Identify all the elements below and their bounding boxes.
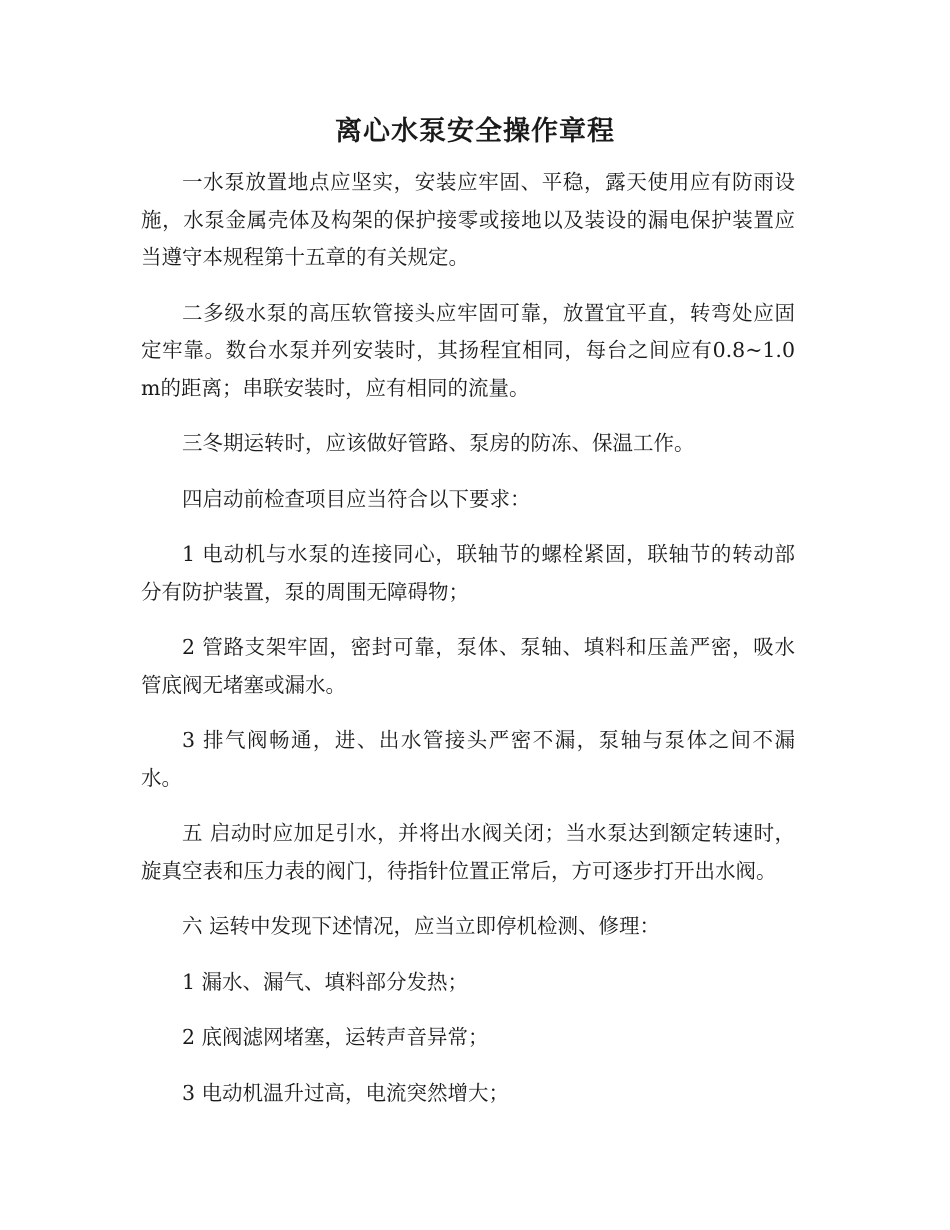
paragraph-8: 五 启动时应加足引水，并将出水阀关闭；当水泵达到额定转速时，旋真空表和压力表的阀门，待指针位置正常后，方可逐步打开出水阀。 xyxy=(141,821,795,883)
paragraph-1: 一水泵放置地点应坚实，安装应牢固、平稳，露天使用应有防雨设施，水泵金属壳体及构架的保护接零或接地以及装设的漏电保护装置应当遵守本规程第十五章的有关规定。 xyxy=(141,170,795,269)
paragraph-10: 1 漏水、漏气、填料部分发热； xyxy=(182,969,469,994)
document-body xyxy=(141,164,795,1130)
paragraph-11: 2 底阀滤网堵塞，运转声音异常； xyxy=(182,1025,489,1049)
paragraph-5: 1 电动机与水泵的连接同心，联轴节的螺栓紧固，联轴节的转动部分有防护装置，泵的周围无障碍物； xyxy=(141,542,795,604)
paragraph-9: 六 运转中发现下述情况，应当立即停机检测、修理： xyxy=(182,914,661,938)
paragraph-7: 3 排气阀畅通，进、出水管接头严密不漏，泵轴与泵体之间不漏水。 xyxy=(141,728,795,790)
paragraph-12: 3 电动机温升过高，电流突然增大； xyxy=(182,1080,510,1105)
paragraph-2: 二多级水泵的高压软管接头应牢固可靠，放置宜平直，转弯处应固定牢靠。数台水泵并列安装时，其扬程宜相同，每台之间应有0.8~1.0m的距离；串联安装时，应有相同的流量。 xyxy=(141,300,795,400)
paragraph-3: 三冬期运转时，应该做好管路、泵房的防冻、保温工作。 xyxy=(182,431,695,455)
paragraph-4: 四启动前检查项目应当符合以下要求： xyxy=(182,486,531,511)
document-title: 离心水泵安全操作章程 xyxy=(335,116,615,147)
paragraph-6: 2 管路支架牢固，密封可靠，泵体、泵轴、填料和压盖严密，吸水管底阀无堵塞或漏水。 xyxy=(141,635,795,697)
